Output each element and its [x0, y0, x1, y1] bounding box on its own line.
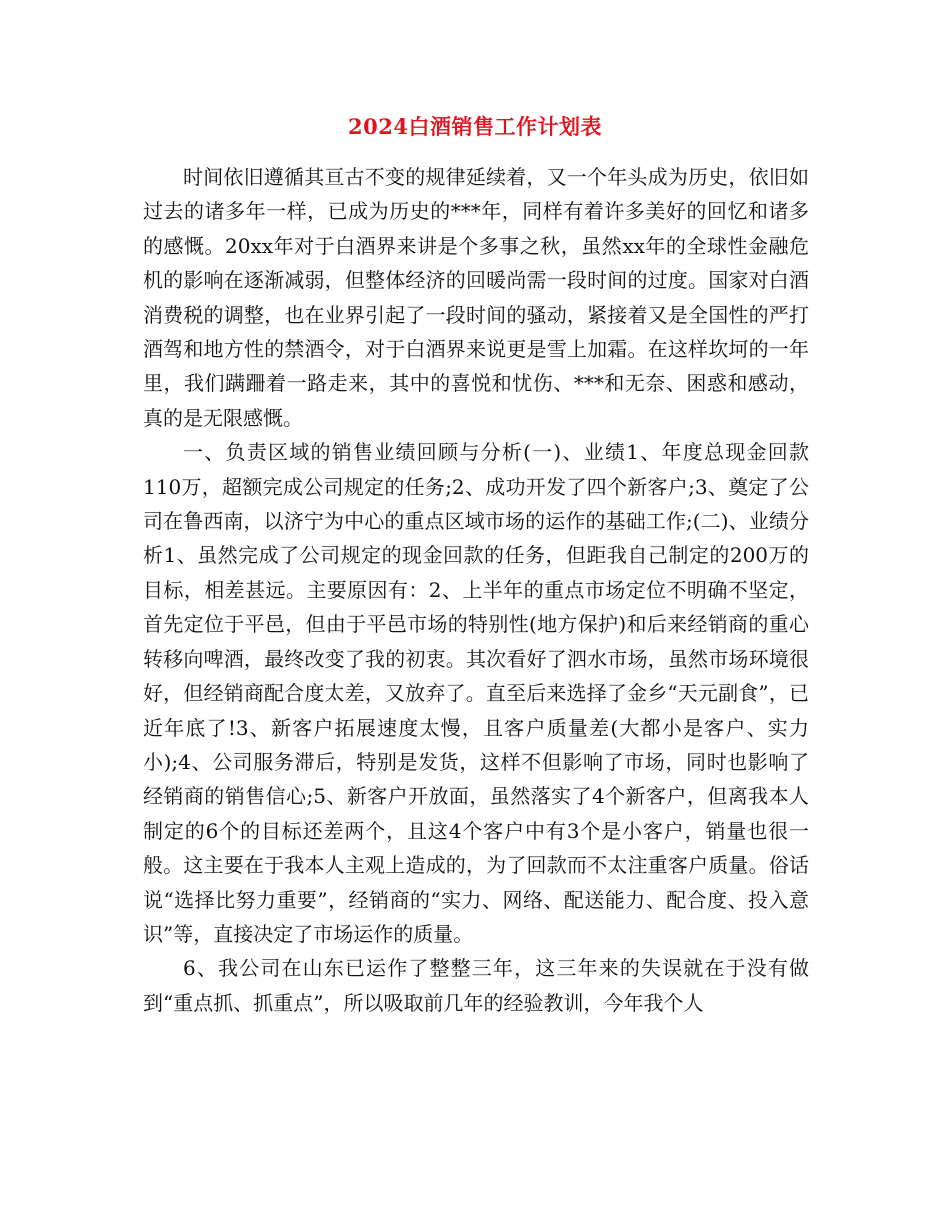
paragraph-performance-review: 一、负责区域的销售业绩回顾与分析(一)、业绩1、年度总现金回款110万，超额完成公司规定的任务;2、成功开发了四个新客户;3、奠定了公司在鲁西南，以济宁为中心的重点区域市场的运作的基础工作;(二)、业绩分析1、虽然完成了公司规定的现金回款的任务，但距我自己制定的200万的目标，相差甚远。主要原因有：2、上半年的重点市场定位不明确不坚定，首先定位于平邑，但由于平邑市场的特别性(地方保护)和后来经销商的重心转移向啤酒，最终改变了我的初衷。其次看好了泗水市场，虽然市场环境很好，但经销商配合度太差，又放弃了。直至后来选择了金乡“天元副食”，已近年底了!3、新客户拓展速度太慢，且客户质量差(大都小是客户、实力小);4、公司服务滞后，特别是发货，这样不但影响了市场，同时也影响了经销商的销售信心;5、新客户开放面，虽然落实了4个新客户，但离我本人制定的6个的目标还差两个，且这4个客户中有3个是小客户，销量也很一般。这主要在于我本人主观上造成的，为了回款而不太注重客户质量。俗话说“选择比努力重要”，经销商的“实力、网络、配送能力、配合度、投入意识”等，直接决定了市场运作的质量。	[143, 440, 809, 946]
paragraph-lessons: 6、我公司在山东已运作了整整三年，这三年来的失误就在于没有做到“重点抓、抓重点”，所以吸取前几年的经验教训，今年我个人	[143, 956, 809, 1015]
paragraph-intro: 时间依旧遵循其亘古不变的规律延续着，又一个年头成为历史，依旧如过去的诸多年一样，已成为历史的***年，同样有着许多美好的回忆和诸多的感慨。20xx年对于白酒界来讲是个多事之秋，虽然xx年的全球性金融危机的影响在逐渐减弱，但整体经济的回暖尚需一段时间的过度。国家对白酒消费税的调整，也在业界引起了一段时间的骚动，紧接着又是全国性的严打酒驾和地方性的禁酒令，对于白酒界来说更是雪上加霜。在这样坎坷的一年里，我们蹒跚着一路走来，其中的喜悦和忧伤、***和无奈、困惑和感动，真的是无限感慨。	[143, 165, 809, 430]
document-body	[143, 160, 809, 1020]
document-title: 2024白酒销售工作计划表	[348, 114, 602, 139]
